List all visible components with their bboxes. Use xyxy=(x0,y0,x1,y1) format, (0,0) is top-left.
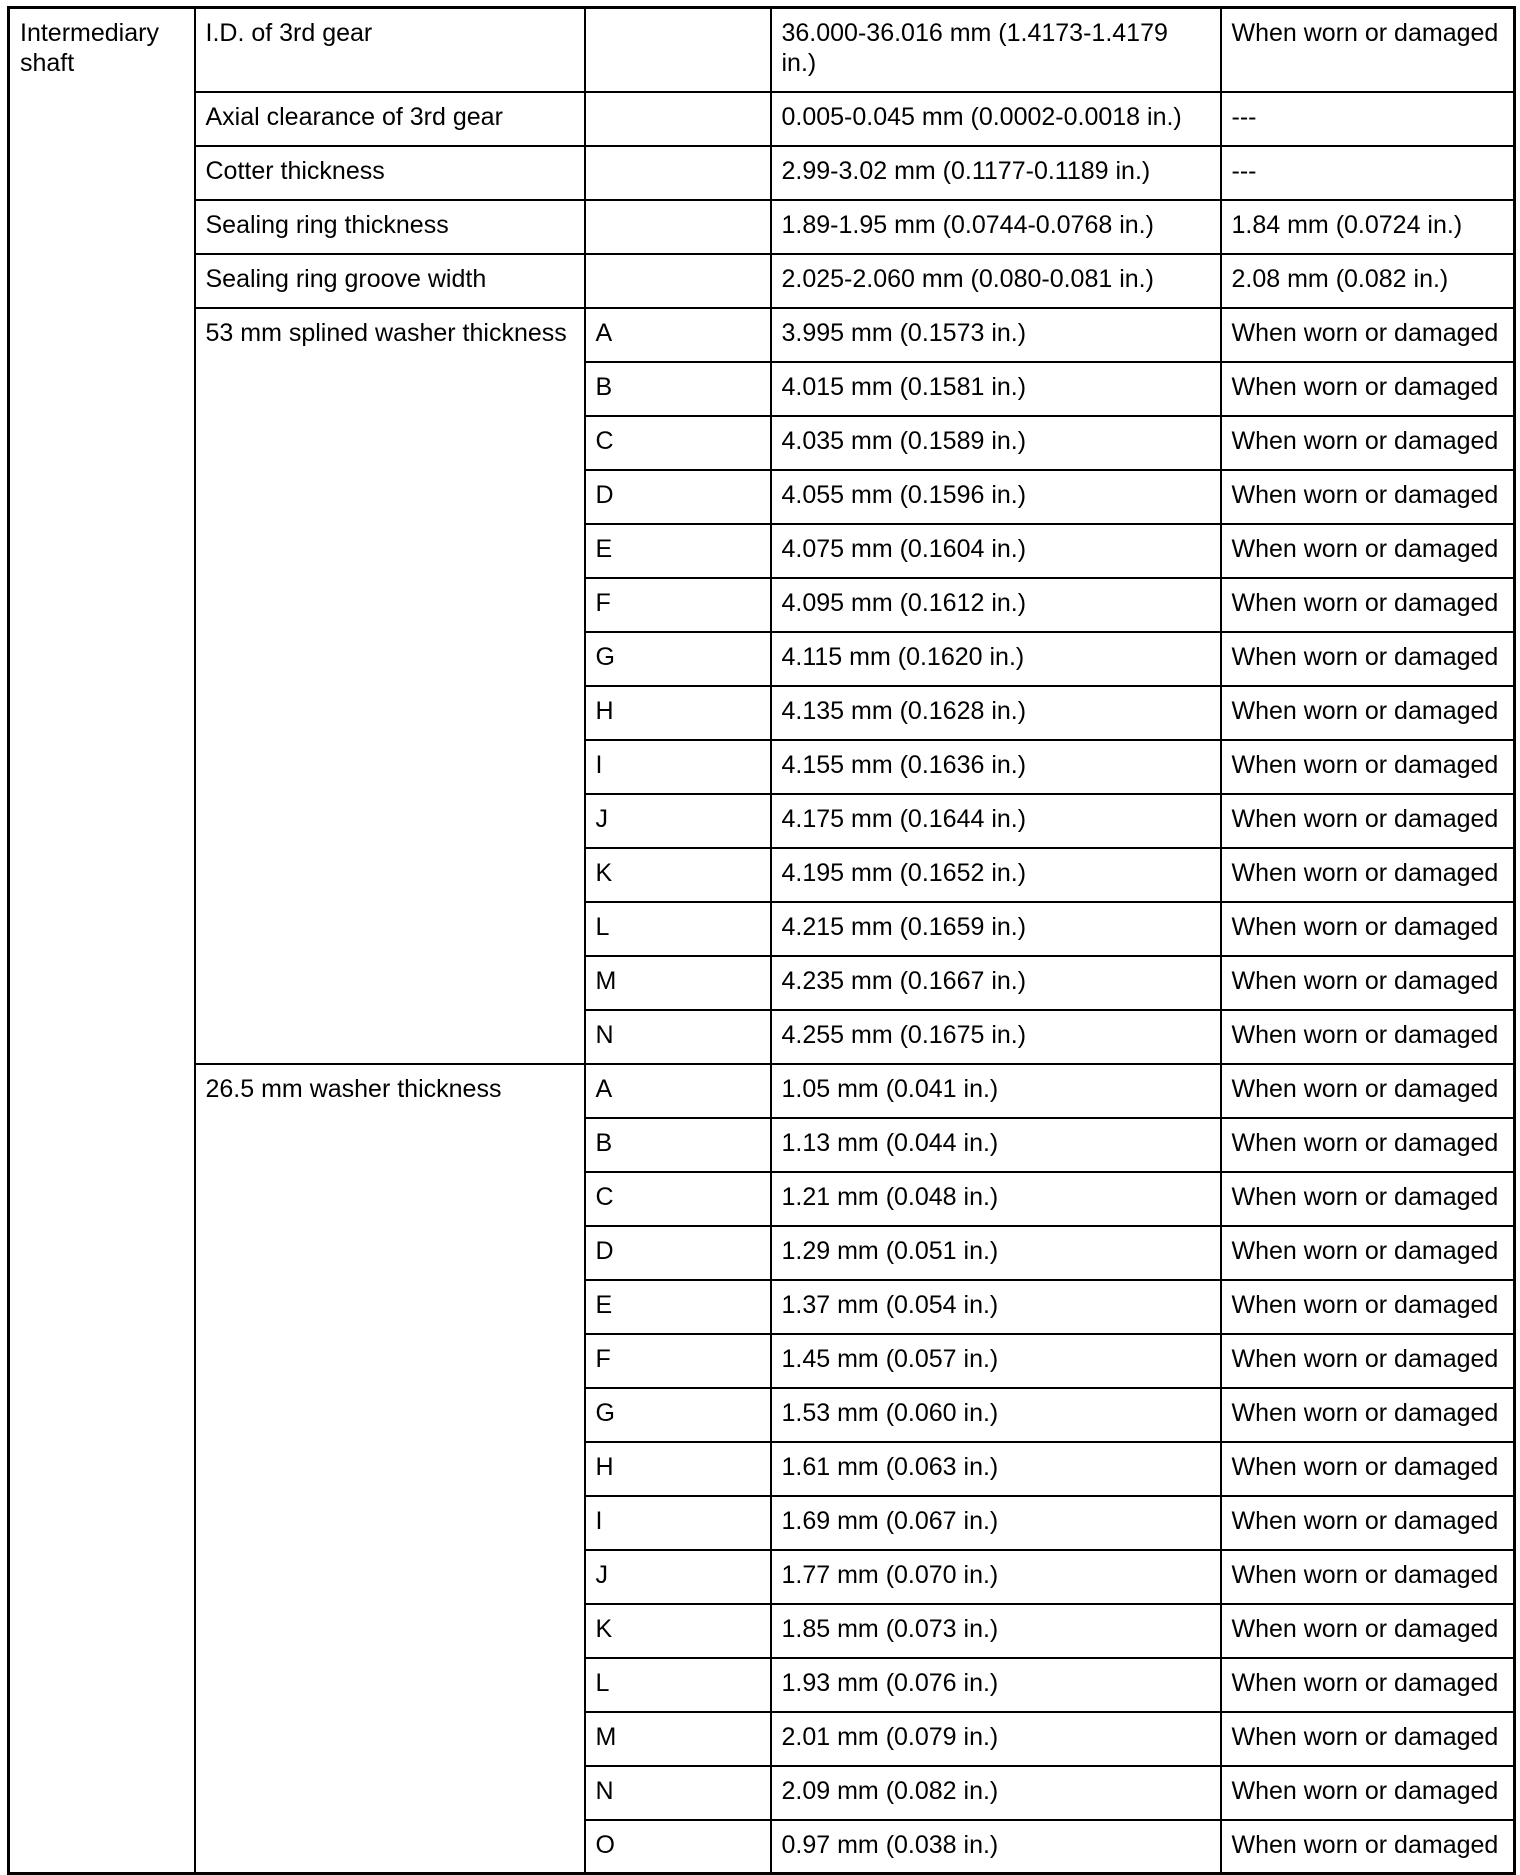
standard-value-cell: 2.025-2.060 mm (0.080-0.081 in.) xyxy=(771,254,1221,308)
limit-cell: 1.84 mm (0.0724 in.) xyxy=(1221,200,1515,254)
limit-cell: When worn or damaged xyxy=(1221,1604,1515,1658)
limit-cell: When worn or damaged xyxy=(1221,686,1515,740)
code-cell: H xyxy=(585,1442,771,1496)
limit-cell: When worn or damaged xyxy=(1221,1118,1515,1172)
limit-cell: When worn or damaged xyxy=(1221,1388,1515,1442)
code-cell: J xyxy=(585,794,771,848)
limit-cell: When worn or damaged xyxy=(1221,1334,1515,1388)
item-cell: Axial clearance of 3rd gear xyxy=(195,92,585,146)
limit-cell: When worn or damaged xyxy=(1221,1280,1515,1334)
table-row xyxy=(9,200,1515,254)
limit-cell: When worn or damaged xyxy=(1221,308,1515,362)
limit-cell: When worn or damaged xyxy=(1221,1442,1515,1496)
specification-table xyxy=(7,6,1516,1875)
standard-value-cell: 3.995 mm (0.1573 in.) xyxy=(771,308,1221,362)
standard-value-cell: 1.93 mm (0.076 in.) xyxy=(771,1658,1221,1712)
standard-value-cell: 4.155 mm (0.1636 in.) xyxy=(771,740,1221,794)
standard-value-cell: 36.000-36.016 mm (1.4173-1.4179 in.) xyxy=(771,8,1221,92)
group-item-cell: 26.5 mm washer thickness xyxy=(195,1064,585,1874)
limit-cell: When worn or damaged xyxy=(1221,848,1515,902)
code-cell xyxy=(585,254,771,308)
limit-cell: When worn or damaged xyxy=(1221,632,1515,686)
limit-cell: When worn or damaged xyxy=(1221,1712,1515,1766)
standard-value-cell: 4.115 mm (0.1620 in.) xyxy=(771,632,1221,686)
item-cell: Sealing ring thickness xyxy=(195,200,585,254)
code-cell xyxy=(585,92,771,146)
code-cell xyxy=(585,200,771,254)
limit-cell: When worn or damaged xyxy=(1221,578,1515,632)
code-cell xyxy=(585,8,771,92)
limit-cell: When worn or damaged xyxy=(1221,1226,1515,1280)
limit-cell: When worn or damaged xyxy=(1221,470,1515,524)
standard-value-cell: 1.85 mm (0.073 in.) xyxy=(771,1604,1221,1658)
standard-value-cell: 1.45 mm (0.057 in.) xyxy=(771,1334,1221,1388)
standard-value-cell: 4.095 mm (0.1612 in.) xyxy=(771,578,1221,632)
standard-value-cell: 4.035 mm (0.1589 in.) xyxy=(771,416,1221,470)
limit-cell: When worn or damaged xyxy=(1221,1550,1515,1604)
code-cell: D xyxy=(585,1226,771,1280)
standard-value-cell: 4.055 mm (0.1596 in.) xyxy=(771,470,1221,524)
table-row xyxy=(9,1064,1515,1118)
code-cell: E xyxy=(585,1280,771,1334)
code-cell: M xyxy=(585,956,771,1010)
code-cell: I xyxy=(585,1496,771,1550)
code-cell: G xyxy=(585,1388,771,1442)
limit-cell: When worn or damaged xyxy=(1221,8,1515,92)
standard-value-cell: 2.99-3.02 mm (0.1177-0.1189 in.) xyxy=(771,146,1221,200)
limit-cell: When worn or damaged xyxy=(1221,1172,1515,1226)
code-cell: J xyxy=(585,1550,771,1604)
limit-cell: --- xyxy=(1221,92,1515,146)
code-cell: N xyxy=(585,1766,771,1820)
standard-value-cell: 4.215 mm (0.1659 in.) xyxy=(771,902,1221,956)
limit-cell: --- xyxy=(1221,146,1515,200)
standard-value-cell: 4.175 mm (0.1644 in.) xyxy=(771,794,1221,848)
item-cell: Sealing ring groove width xyxy=(195,254,585,308)
limit-cell: When worn or damaged xyxy=(1221,794,1515,848)
code-cell: L xyxy=(585,902,771,956)
code-cell: A xyxy=(585,1064,771,1118)
code-cell: C xyxy=(585,1172,771,1226)
standard-value-cell: 4.235 mm (0.1667 in.) xyxy=(771,956,1221,1010)
standard-value-cell: 1.13 mm (0.044 in.) xyxy=(771,1118,1221,1172)
item-cell: Cotter thickness xyxy=(195,146,585,200)
limit-cell: When worn or damaged xyxy=(1221,1658,1515,1712)
item-cell: I.D. of 3rd gear xyxy=(195,8,585,92)
code-cell: M xyxy=(585,1712,771,1766)
standard-value-cell: 0.97 mm (0.038 in.) xyxy=(771,1820,1221,1874)
limit-cell: When worn or damaged xyxy=(1221,1010,1515,1064)
table-row xyxy=(9,92,1515,146)
standard-value-cell: 1.29 mm (0.051 in.) xyxy=(771,1226,1221,1280)
limit-cell: When worn or damaged xyxy=(1221,1766,1515,1820)
code-cell: F xyxy=(585,1334,771,1388)
standard-value-cell: 0.005-0.045 mm (0.0002-0.0018 in.) xyxy=(771,92,1221,146)
code-cell: N xyxy=(585,1010,771,1064)
code-cell: B xyxy=(585,1118,771,1172)
standard-value-cell: 1.37 mm (0.054 in.) xyxy=(771,1280,1221,1334)
code-cell: H xyxy=(585,686,771,740)
specification-table-body xyxy=(9,8,1515,1874)
standard-value-cell: 1.21 mm (0.048 in.) xyxy=(771,1172,1221,1226)
standard-value-cell: 1.53 mm (0.060 in.) xyxy=(771,1388,1221,1442)
standard-value-cell: 4.195 mm (0.1652 in.) xyxy=(771,848,1221,902)
limit-cell: When worn or damaged xyxy=(1221,524,1515,578)
table-row xyxy=(9,146,1515,200)
standard-value-cell: 1.61 mm (0.063 in.) xyxy=(771,1442,1221,1496)
standard-value-cell: 2.09 mm (0.082 in.) xyxy=(771,1766,1221,1820)
code-cell: C xyxy=(585,416,771,470)
standard-value-cell: 1.89-1.95 mm (0.0744-0.0768 in.) xyxy=(771,200,1221,254)
standard-value-cell: 4.255 mm (0.1675 in.) xyxy=(771,1010,1221,1064)
code-cell: G xyxy=(585,632,771,686)
limit-cell: When worn or damaged xyxy=(1221,1496,1515,1550)
limit-cell: When worn or damaged xyxy=(1221,416,1515,470)
group-item-cell: 53 mm splined washer thickness xyxy=(195,308,585,1064)
standard-value-cell: 1.69 mm (0.067 in.) xyxy=(771,1496,1221,1550)
standard-value-cell: 1.77 mm (0.070 in.) xyxy=(771,1550,1221,1604)
standard-value-cell: 4.135 mm (0.1628 in.) xyxy=(771,686,1221,740)
standard-value-cell: 4.075 mm (0.1604 in.) xyxy=(771,524,1221,578)
code-cell: L xyxy=(585,1658,771,1712)
table-row xyxy=(9,254,1515,308)
code-cell: A xyxy=(585,308,771,362)
limit-cell: When worn or damaged xyxy=(1221,956,1515,1010)
code-cell: D xyxy=(585,470,771,524)
limit-cell: When worn or damaged xyxy=(1221,362,1515,416)
limit-cell: When worn or damaged xyxy=(1221,902,1515,956)
code-cell: O xyxy=(585,1820,771,1874)
table-row xyxy=(9,308,1515,362)
limit-cell: When worn or damaged xyxy=(1221,1820,1515,1874)
code-cell: E xyxy=(585,524,771,578)
code-cell: F xyxy=(585,578,771,632)
code-cell: I xyxy=(585,740,771,794)
component-cell: Intermediary shaft xyxy=(9,8,195,1874)
limit-cell: When worn or damaged xyxy=(1221,740,1515,794)
limit-cell: 2.08 mm (0.082 in.) xyxy=(1221,254,1515,308)
standard-value-cell: 1.05 mm (0.041 in.) xyxy=(771,1064,1221,1118)
table-row xyxy=(9,8,1515,92)
standard-value-cell: 4.015 mm (0.1581 in.) xyxy=(771,362,1221,416)
code-cell: B xyxy=(585,362,771,416)
code-cell: K xyxy=(585,848,771,902)
limit-cell: When worn or damaged xyxy=(1221,1064,1515,1118)
standard-value-cell: 2.01 mm (0.079 in.) xyxy=(771,1712,1221,1766)
code-cell xyxy=(585,146,771,200)
code-cell: K xyxy=(585,1604,771,1658)
